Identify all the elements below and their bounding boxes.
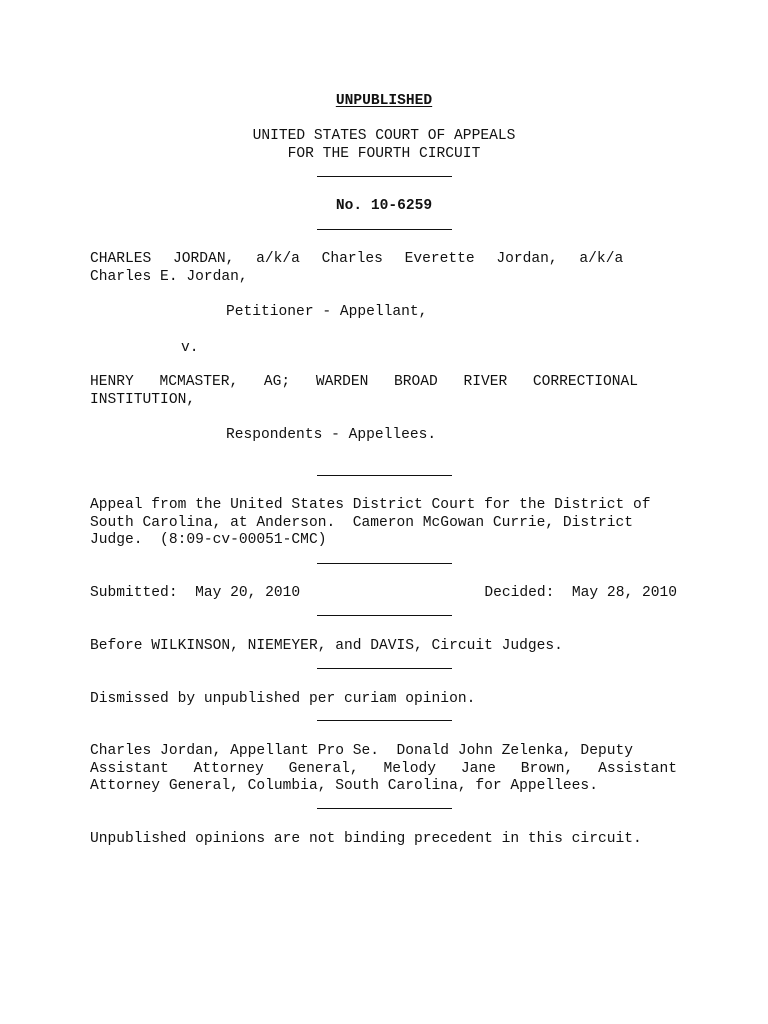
- petitioner-role: Petitioner - Appellant,: [226, 304, 428, 320]
- caption-word: RIVER: [463, 374, 508, 390]
- counsel-word: Melody: [383, 761, 437, 777]
- counsel-line2: [90, 761, 677, 779]
- caption-word: a/k/a: [579, 251, 624, 267]
- case-number: No. 10-6259: [335, 198, 433, 214]
- counsel-word: Assistant: [598, 761, 677, 777]
- caption-word: BROAD: [394, 374, 438, 390]
- caption-word: WARDEN: [315, 374, 369, 390]
- caption-word: a/k/a: [256, 251, 300, 267]
- caption-word: Charles: [321, 251, 383, 267]
- caption-word: MCMASTER,: [159, 374, 239, 390]
- divider-rule: [317, 176, 452, 177]
- divider-rule: [317, 563, 452, 564]
- caption-word: AG;: [263, 374, 291, 390]
- counsel-word: Brown,: [520, 761, 574, 777]
- respondent-name-line1: [90, 374, 638, 392]
- submitted-date: Submitted: May 20, 2010: [90, 585, 301, 601]
- caption-word: CORRECTIONAL: [532, 374, 638, 390]
- panel-judges: Before WILKINSON, NIEMEYER, and DAVIS, Circuit Judges.: [90, 638, 563, 654]
- divider-rule: [317, 668, 452, 669]
- divider-rule: [317, 808, 452, 809]
- counsel-word: Jane: [460, 761, 496, 777]
- appeal-line2: South Carolina, at Anderson. Cameron McGowan Currie, District: [90, 515, 633, 531]
- counsel-word: Assistant: [90, 761, 169, 777]
- versus: v.: [181, 340, 199, 356]
- dates-line: [90, 585, 677, 603]
- divider-rule: [317, 229, 452, 230]
- appeal-line3: Judge. (8:09-cv-00051-CMC): [90, 532, 327, 548]
- appeal-line1: Appeal from the United States District Court for the District of: [90, 497, 651, 513]
- disposition: Dismissed by unpublished per curiam opinion.: [90, 691, 476, 707]
- nonbinding-notice: Unpublished opinions are not binding precedent in this circuit.: [90, 831, 642, 847]
- caption-word: Jordan,: [496, 251, 558, 267]
- counsel-word: Attorney: [193, 761, 264, 777]
- caption-word: CHARLES: [90, 251, 152, 267]
- decided-date: Decided: May 28, 2010: [484, 585, 677, 601]
- counsel-word: General,: [288, 761, 359, 777]
- counsel-line1: Charles Jordan, Appellant Pro Se. Donald John Zelenka, Deputy: [90, 743, 633, 759]
- divider-rule: [317, 720, 452, 721]
- respondent-name-line2: INSTITUTION,: [90, 392, 196, 408]
- unpublished-heading: UNPUBLISHED: [335, 93, 433, 109]
- caption-word: HENRY: [90, 374, 134, 390]
- divider-rule: [317, 475, 452, 476]
- caption-word: Everette: [404, 251, 475, 267]
- court-name-line1: UNITED STATES COURT OF APPEALS: [252, 128, 516, 144]
- respondent-role: Respondents - Appellees.: [226, 427, 437, 443]
- caption-word: JORDAN,: [173, 251, 235, 267]
- petitioner-name-line1: [90, 251, 677, 269]
- counsel-line3: Attorney General, Columbia, South Carolina, for Appellees.: [90, 778, 598, 794]
- court-name-line2: FOR THE FOURTH CIRCUIT: [287, 146, 481, 162]
- petitioner-name-line2: Charles E. Jordan,: [90, 269, 248, 285]
- divider-rule: [317, 615, 452, 616]
